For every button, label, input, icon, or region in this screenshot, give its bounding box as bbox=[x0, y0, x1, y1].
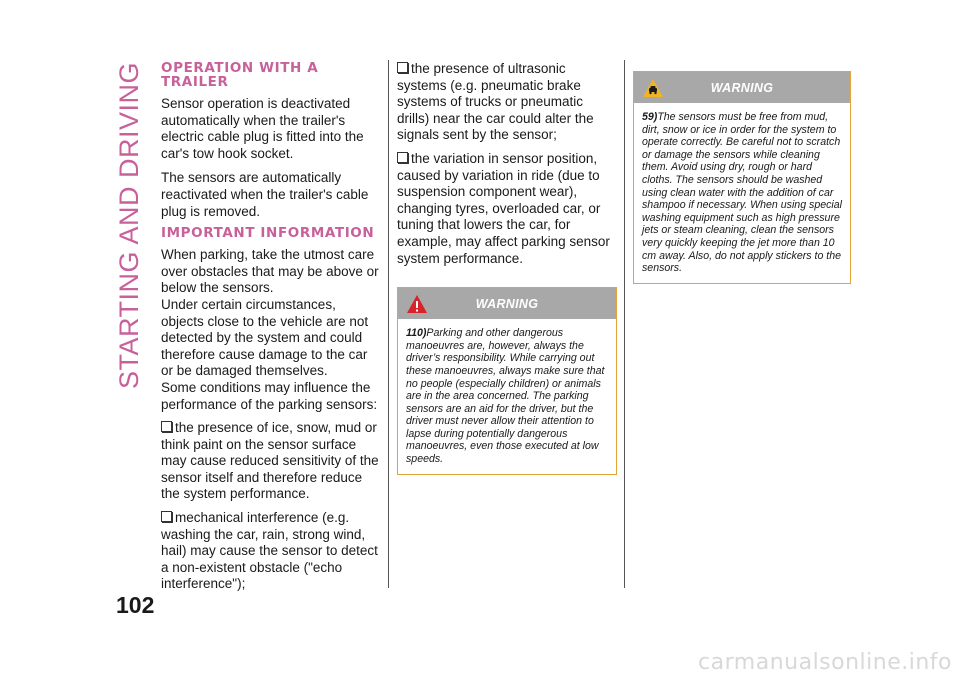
warning-title: WARNING bbox=[475, 296, 539, 311]
warning-title: WARNING bbox=[710, 80, 774, 95]
list-item-text: mechanical interference (e.g. washing the car, rain, strong wind, hail) may cause the sensor to detect a non-existent obstacle ("echo interference"); bbox=[161, 510, 378, 592]
list-item-text: the variation in sensor position, caused by variation in ride (due to suspension component wear), changing tyres, overloaded car, or tuning that lowers the car, for example, may affect parking sensor system performance. bbox=[397, 150, 610, 266]
column-1 bbox=[161, 61, 379, 593]
list-item bbox=[397, 151, 617, 267]
page-number: 102 bbox=[116, 592, 155, 618]
chapter-title: STARTING AND DRIVING bbox=[113, 62, 144, 390]
warning-reference: 59) bbox=[642, 111, 658, 123]
chapter-title-sidebar bbox=[104, 62, 154, 522]
car-warning-icon bbox=[642, 78, 664, 98]
warning-header bbox=[634, 72, 850, 103]
warning-body bbox=[634, 103, 850, 283]
column-3 bbox=[633, 71, 851, 284]
checkbox-bullet-icon bbox=[161, 511, 172, 522]
paragraph: Sensor operation is deactivated automatically when the trailer's electric cable plug is fitted into the car's tow hook socket. bbox=[161, 96, 364, 161]
warning-body bbox=[398, 319, 616, 474]
column-divider bbox=[388, 60, 389, 588]
heading-operation-with-trailer: OPERATION WITH A TRAILER bbox=[161, 60, 319, 90]
warning-reference: 110) bbox=[406, 327, 427, 340]
paragraph: Under certain circumstances, objects close to the vehicle are not detected by the system and could therefore cause damage to the car or be damaged themselves. bbox=[161, 296, 369, 379]
paragraph: When parking, take the utmost care over obstacles that may be above or below the sensors. bbox=[161, 247, 379, 296]
list-item bbox=[397, 61, 617, 144]
list-item-text: the presence of ice, snow, mud or think paint on the sensor surface may cause reduced sensitivity of the sensor itself and therefore reduce the system performance. bbox=[161, 420, 379, 502]
checkbox-bullet-icon bbox=[161, 421, 172, 432]
list-item bbox=[161, 420, 379, 503]
list-item bbox=[161, 510, 379, 593]
list-item-text: the presence of ultrasonic systems (e.g. pneumatic brake systems of trucks or pneumatic drills) near the car could alter the signals sent by the sensor; bbox=[397, 61, 594, 143]
column-divider bbox=[624, 60, 625, 588]
warning-box bbox=[633, 71, 851, 284]
warning-triangle-icon bbox=[406, 294, 428, 314]
column-2 bbox=[397, 61, 617, 475]
watermark: carmanualsonline.info bbox=[698, 650, 952, 675]
heading-important-information: IMPORTANT INFORMATION bbox=[161, 225, 375, 242]
checkbox-bullet-icon bbox=[397, 62, 408, 73]
warning-box bbox=[397, 287, 617, 475]
paragraph: The sensors are automatically reactivated when the trailer's cable plug is removed. bbox=[161, 170, 369, 219]
warning-header bbox=[398, 288, 616, 319]
paragraph: Some conditions may influence the performance of the parking sensors: bbox=[161, 379, 378, 412]
checkbox-bullet-icon bbox=[397, 152, 408, 163]
warning-text: The sensors must be free from mud, dirt, snow or ice in order for the system to operate correctly. Be careful not to scratch or damage the sensors while cleaning them. Avoid using dry, rough or hard cloths. The sensors should be washed using clean water with the addition of car shampoo if necessary. When using special washing equipment such as high pressure jets or steam cleaning, clean the sensors very quickly keeping the jet more than 10 cm away. Also, do not apply stickers to the sensors. bbox=[642, 111, 843, 275]
warning-text: Parking and other dangerous manoeuvres are, however, always the driver’s responsibility. While carrying out these manoeuvres, always make sure that no people (especially children) or animals are in the area concerned. The parking sensors are an aid for the driver, but the driver must never allow their attention to lapse during potentially dangerous manoeuvres, even those executed at low speeds. bbox=[406, 327, 605, 466]
